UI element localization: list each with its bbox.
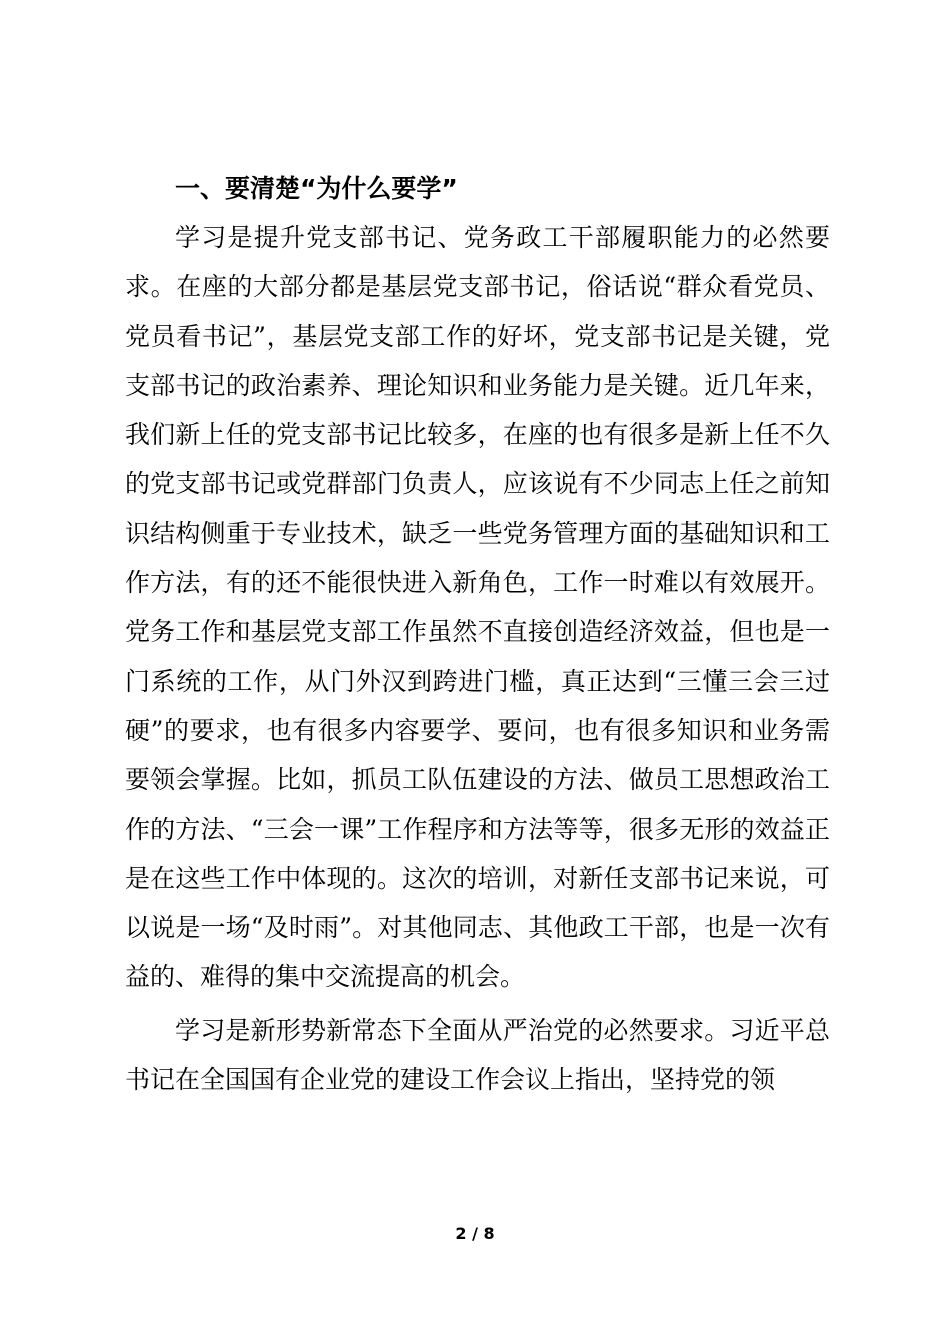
page-number: 2 / 8	[455, 1224, 495, 1243]
paragraph-2: 学习是新形势新常态下全面从严治党的必然要求。习近平总书记在全国国有企业党的建设工作会议上指出，坚持党的领	[125, 1015, 830, 1095]
document-body	[125, 164, 830, 1104]
paragraph-1: 学习是提升党支部书记、党务政工干部履职能力的必然要求。在座的大部分都是基层党支部书记，俗话说“群众看党员、党员看书记”，基层党支部工作的好坏，党支部书记是关键，党支部书记的政治素养、理论知识和业务能力是关键。近几年来，我们新上任的党支部书记比较多，在座的也有很多是新上任不久的党支部书记或党群部门负责人，应该说有不少同志上任之前知识结构侧重于专业技术，缺乏一些党务管理方面的基础知识和工作方法，有的还不能很快进入新角色，工作一时难以有效展开。党务工作和基层党支部工作虽然不直接创造经济效益，但也是一门系统的工作，从门外汉到跨进门槛，真正达到“三懂三会三过硬”的要求，也有很多内容要学、要问，也有很多知识和业务需要领会掌握。比如，抓员工队伍建设的方法、做员工思想政治工作的方法、“三会一课”工作程序和方法等等，很多无形的效益正是在这些工作中体现的。这次的培训，对新任支部书记来说，可以说是一场“及时雨”。对其他同志、其他政工干部，也是一次有益的、难得的集中交流提高的机会。	[125, 223, 830, 992]
section-heading: 一、要清楚“为什么要学”	[175, 174, 458, 203]
